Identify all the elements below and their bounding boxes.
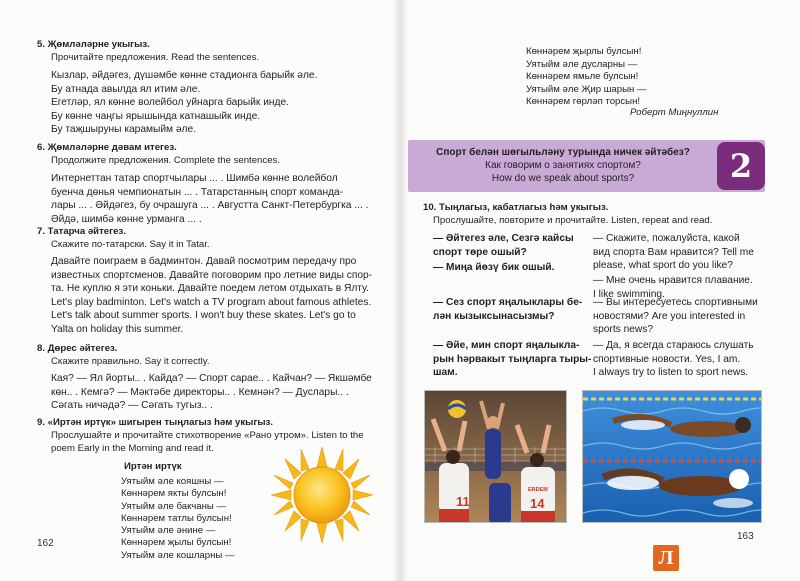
dialog-line: лән кызыксынасызмы?: [433, 310, 555, 322]
poem-line: Уятыйм әле әнине —: [121, 525, 216, 537]
exercise-7-lines: [51, 255, 372, 337]
banner-title: Спорт белән шөгыльләну турында ничек әйтәбез?: [436, 147, 690, 158]
exercise-5-subtitle: Прочитайте предложения. Read the sentences.: [51, 52, 260, 63]
dialog-line: I like swimming.: [593, 288, 665, 300]
publisher-logo[interactable]: Л: [653, 545, 679, 571]
dialog-line: спорт төре ошый?: [433, 246, 527, 258]
exercise-line: Интернеттан татар спортчылары ... . Шимбә көнне волейбол: [51, 173, 338, 184]
poem-line: Уятыйм әле бакчаны —: [121, 500, 227, 512]
dialog-line: please, what sport do you like?: [593, 260, 733, 272]
poem-line: Уятыйм әле Җир шарын —: [526, 83, 647, 95]
exercise-7-subtitle: Скажите по-татарски. Say it in Tatar.: [51, 239, 210, 250]
section-banner: [408, 140, 765, 192]
exercise-line: көн.. . Кемгә? — Мәктәбе директоры.. . Кемнән? — Дуслары.. .: [51, 386, 349, 398]
poem-line: Көннәрем якты булсын!: [121, 488, 227, 500]
poem-line: Уятыйм әле кояшны —: [121, 476, 224, 487]
exercise-10-subtitle: Прослушайте, повторите и прочитайте. Listen, repeat and read.: [433, 215, 713, 226]
jersey-number: 11: [456, 494, 470, 509]
jersey-name: ERDEM: [528, 487, 548, 493]
poem-line: Көннәрем җырлы булсын!: [526, 46, 642, 57]
dialog-line: — Скажите, пожалуйста, какой: [593, 233, 740, 244]
exercise-6-lines: [51, 172, 368, 226]
dialog-tatar-1: [433, 232, 574, 259]
exercise-10-title: 10. Тыңлагыз, кабатлагыз һәм укыгыз.: [423, 202, 609, 213]
section-badge: [717, 142, 765, 190]
dialog-line: — Сез спорт яңалыклары бе-: [433, 297, 583, 308]
dialog-line: новостями? Are you interested in: [593, 310, 746, 322]
exercise-line: известных спортсменов. Давайте поговорим про летние виды спор-: [51, 269, 373, 281]
swimming-scene: [583, 391, 762, 523]
dialog-translation-1: [593, 232, 754, 273]
exercise-5-lines: [51, 69, 317, 137]
poem-line: Уятыйм әле кошларны —: [121, 549, 235, 561]
exercise-8-subtitle: Скажите правильно. Say it correctly.: [51, 356, 210, 367]
exercise-line: Сәгать ничәдә? — Сәгать тугыз.. .: [51, 400, 213, 412]
exercise-line: буенча дөнья чемпионатын ... . Татарстанның спорт команда-: [51, 186, 344, 198]
exercise-7-title: 7. Татарча әйтегез.: [37, 226, 126, 237]
dialog-translation-4: [593, 339, 754, 380]
section-number: 2: [729, 147, 753, 185]
exercise-line: Бу таҗшыруны карамыйм әле.: [51, 124, 196, 136]
dialog-line: sports news?: [593, 324, 654, 336]
exercise-line: Yalta on holiday this summer.: [51, 323, 184, 335]
dialog-line: I always try to listen to sport news.: [593, 367, 749, 379]
exercise-line: Бу атнада авылда ял итим әле.: [51, 83, 201, 95]
poem-line: Көннәрем җылы булсын!: [121, 537, 232, 549]
exercise-9-subtitle-2: poem Early in the Morning and read it.: [51, 443, 214, 454]
dialog-line: вид спорта Вам нравится? Tell me: [593, 246, 754, 258]
dialog-line: — Да, я всегда стараюсь слушать: [593, 340, 754, 351]
jersey-number: 14: [530, 496, 545, 511]
exercise-8-lines: [51, 372, 372, 413]
dialog-line: спортивные новости. Yes, I am.: [593, 353, 741, 365]
exercise-9-subtitle-1: Прослушайте и прочитайте стихотворение «Рано утром». Listen to the: [51, 430, 364, 441]
poem-line: Көннәрем татлы булсын!: [121, 512, 232, 524]
exercise-line: Let's talk about summer sports. I won't buy these skates. Let's go to: [51, 310, 356, 322]
exercise-6-title: 6. Җөмләләрне дәвам итегез.: [37, 142, 177, 153]
poem-line: Көннәрем гөрләп торсын!: [526, 96, 641, 107]
poem-line: Уятыйм әле дусларны —: [526, 58, 638, 70]
swimming-photo: [582, 390, 762, 523]
exercise-9-title: 9. «Иртән иртүк» шигырен тыңлагыз һәм укыгыз.: [37, 417, 273, 428]
poem-title: Иртән иртүк: [124, 461, 182, 472]
exercise-line: Кая? — Ял йорты.. . Кайда? — Спорт сарае.. . Кайчан? — Якшәмбе: [51, 373, 372, 384]
dialog-line: — Әйтегез әле, Сезгә кайсы: [433, 233, 574, 244]
poem-lines: [121, 476, 235, 562]
dialog-translation-3: [593, 296, 758, 337]
exercise-line: Әйдә, шимбә көнне урманга ... .: [51, 213, 202, 225]
exercise-line: Егетләр, ял көнне волейбол уйнарга барыйк инде.: [51, 97, 289, 109]
exercise-8-title: 8. Дөрес әйтегез.: [37, 343, 118, 354]
exercise-5-title: 5. Җөмләләрне укыгыз.: [37, 39, 150, 50]
dialog-tatar-3: [433, 296, 582, 323]
exercise-6-subtitle: Продолжите предложения. Complete the sentences.: [51, 155, 280, 166]
dialog-line: — Вы интересуетесь спортивными: [593, 297, 758, 308]
dialog-line: шам.: [433, 367, 458, 379]
poem-author: Роберт Миңнуллин: [630, 107, 719, 118]
dialog-line: — Миңа йөзү бик ошый.: [433, 262, 555, 273]
poem-line: Көннәрем ямьле булсын!: [526, 71, 639, 82]
dialog-line: — Мне очень нравится плавание.: [593, 275, 753, 286]
exercise-line: Давайте поиграем в бадминтон. Давай посмотрим передачу про: [51, 256, 357, 267]
exercise-line: Кызлар, әйдәгез, дүшәмбе көнне стадионга барыйк әле.: [51, 70, 318, 81]
page-number-left: 162: [37, 538, 54, 549]
exercise-line: лары ... . Әйдәгез, бу очрашуга ... . Августта Санкт-Петербургка ... .: [51, 200, 369, 212]
volleyball-scene: [425, 391, 567, 523]
exercise-line: Let's play badminton. Let's watch a TV program about famous athletes.: [51, 296, 372, 308]
banner-text: [408, 146, 718, 185]
banner-subtitle-en: How do we speak about sports?: [491, 173, 635, 184]
dialog-tatar-2: [433, 261, 554, 275]
dialog-line: рын һәрвакыт тыңларга тыры-: [433, 353, 592, 365]
page-number-right: 163: [737, 531, 754, 542]
volleyball-photo: [424, 390, 567, 523]
poem-continued: [526, 46, 647, 109]
sun-illustration: [265, 445, 379, 545]
exercise-line: Бу көнне чаңгы ярышында катнашыйк инде.: [51, 110, 261, 122]
banner-subtitle-ru: Как говорим о занятиях спортом?: [485, 160, 641, 171]
page-fold: [392, 0, 408, 581]
dialog-tatar-4: [433, 339, 591, 380]
dialog-line: — Әйе, мин спорт яңалыкла-: [433, 340, 580, 351]
exercise-line: та. Не куплю я эти коньки. Давайте поедем летом отдыхать в Ялту.: [51, 283, 369, 295]
